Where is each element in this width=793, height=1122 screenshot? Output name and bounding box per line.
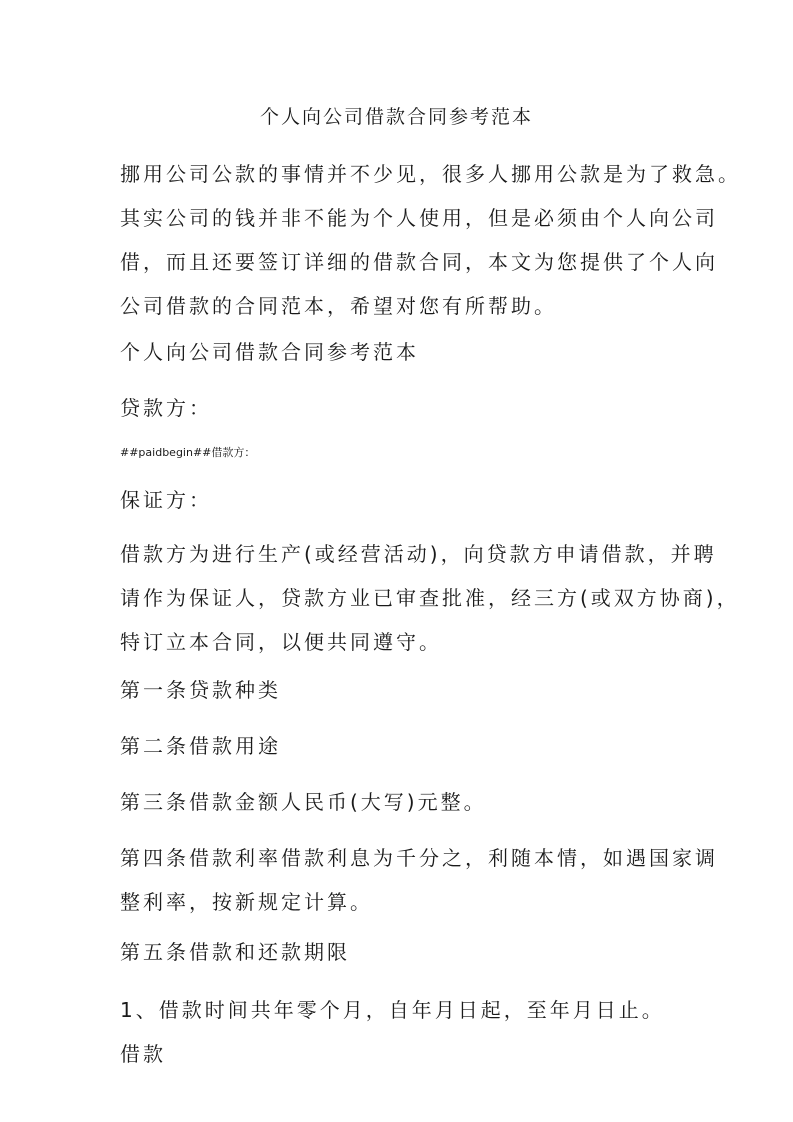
- clause-1: 1、借款时间共年零个月，自年月日起，至年月日止。借款: [120, 998, 665, 1066]
- preamble-line: 借款方为进行生产(或经营活动)，向贷款方申请借款，并聘: [120, 542, 717, 566]
- article-4: [120, 836, 718, 924]
- article-3: 第三条借款金额人民币(大写)元整。: [120, 790, 487, 814]
- borrower-marker: ##paidbegin##借款方：: [120, 446, 256, 459]
- guarantor-label: 保证方：: [120, 488, 212, 512]
- preamble-paragraph: [120, 532, 740, 664]
- article-5: 第五条借款和还款期限: [120, 940, 350, 964]
- preamble-line: 特订立本合同，以便共同遵守。: [120, 630, 442, 654]
- section-subtitle: 个人向公司借款合同参考范本: [120, 340, 419, 364]
- intro-line: 公司借款的合同范本，希望对您有所帮助。: [120, 294, 557, 318]
- preamble-line: 请作为保证人，贷款方业已审查批准，经三方(或双方协商)，: [120, 586, 740, 610]
- document-title: 个人向公司借款合同参考范本: [259, 106, 533, 128]
- article-4-line: 第四条借款利率借款利息为千分之，利随本情，如遇国家调: [120, 846, 718, 870]
- article-4-line: 整利率，按新规定计算。: [120, 890, 373, 914]
- lender-label: 贷款方：: [120, 396, 212, 420]
- article-1: 第一条贷款种类: [120, 678, 281, 702]
- intro-line: 挪用公司公款的事情并不少见，很多人挪用公款是为了救急。: [120, 162, 741, 186]
- intro-line: 借，而且还要签订详细的借款合同，本文为您提供了个人向: [120, 250, 718, 274]
- article-2: 第二条借款用途: [120, 734, 281, 758]
- intro-paragraph: [120, 152, 741, 328]
- intro-line: 其实公司的钱并非不能为个人使用，但是必须由个人向公司: [120, 206, 718, 230]
